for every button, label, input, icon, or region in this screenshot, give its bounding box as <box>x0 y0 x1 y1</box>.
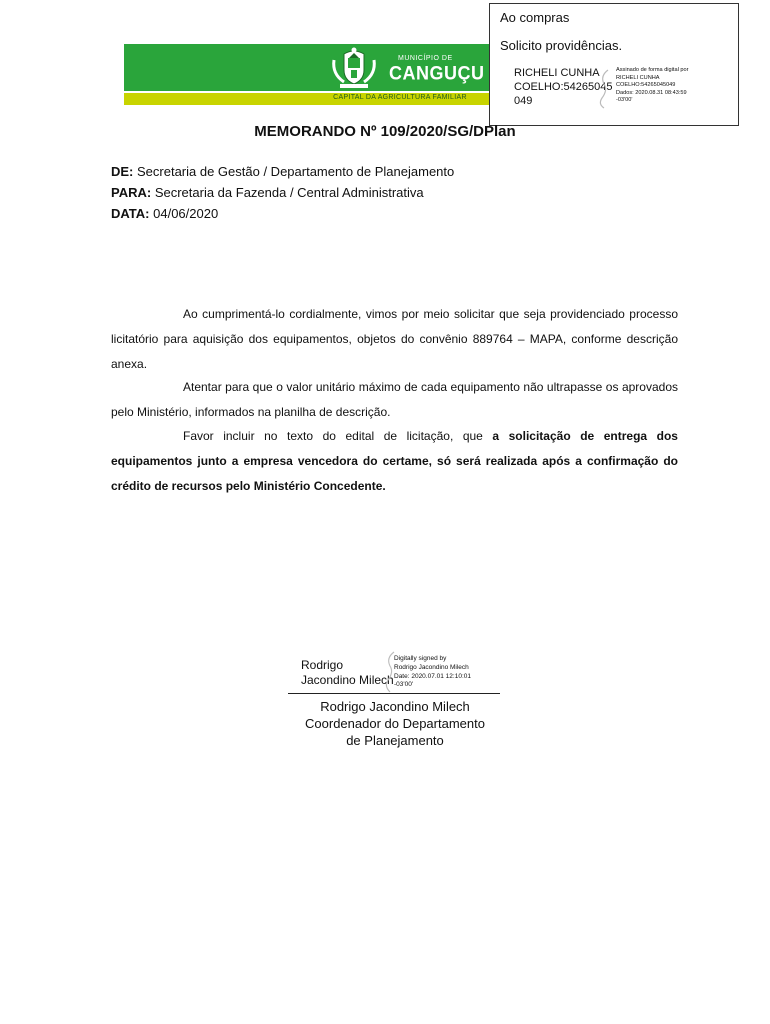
memo-to-value: Secretaria da Fazenda / Central Administrativa <box>151 185 424 200</box>
dispatch-stamp <box>489 3 739 126</box>
body-paragraph-3-emphasis: a solicitação de entrega dos equipamentos junto a empresa vencedora do certame, só será realizada após a confirmação do crédito de recursos pelo Ministério Concedente. <box>111 429 678 493</box>
stamp-line-1: Ao compras <box>500 10 570 25</box>
body-paragraph-2-text: Atentar para que o valor unitário máximo de cada equipamento não ultrapasse os aprovados pelo Ministério, informados na planilha de descrição. <box>111 380 678 419</box>
memo-date-line <box>111 206 218 221</box>
municipality-label: MUNICÍPIO DE <box>398 55 453 62</box>
memo-from-label: DE: <box>111 164 134 179</box>
memo-to-label: PARA: <box>111 185 152 200</box>
municipal-crest-icon <box>330 46 378 90</box>
body-paragraph-3-text: Favor incluir no texto do edital de licitação, que <box>183 429 493 443</box>
memo-date-label: DATA: <box>111 206 150 221</box>
memo-from-line <box>111 164 454 179</box>
body-paragraph-1-text: Ao cumprimentá-lo cordialmente, vimos por meio solicitar que seja providenciado processo licitatório para aquisição dos equipamentos, objetos do convênio 889764 – MAPA, conforme descrição anexa. <box>111 307 678 371</box>
signatory-role-line-1: Coordenador do Departamento <box>305 716 485 731</box>
digital-signer-name: Rodrigo Jacondino Milech <box>301 658 394 687</box>
memo-date-value: 04/06/2020 <box>149 206 219 221</box>
digital-signature-meta: Digitally signed by Rodrigo Jacondino Milech Date: 2020.07.01 12:10:01 -03'00' <box>394 655 471 689</box>
body-paragraph-1 <box>111 302 678 377</box>
body-paragraph-2 <box>111 375 678 425</box>
signatory-block <box>255 698 535 749</box>
stamp-line-2: Solicito providências. <box>500 38 623 53</box>
memo-from-value: Secretaria de Gestão / Departamento de Planejamento <box>133 164 455 179</box>
signatory-role-line-2: de Planejamento <box>346 733 444 748</box>
stamp-signer: RICHELI CUNHA COELHO:54265045 049 <box>514 67 613 107</box>
stamp-digital-signature-meta: Assinado de forma digital por RICHELI CUNHA COELHO:54265045049 Dados: 2020.08.31 08:43:59 -03'00' <box>616 67 689 104</box>
signature-flourish-icon <box>594 68 618 112</box>
city-name: CANGUÇU <box>389 61 485 84</box>
signature-line <box>288 693 500 694</box>
signatory-name: Rodrigo Jacondino Milech <box>320 699 470 714</box>
memo-to-line <box>111 185 424 200</box>
body-paragraph-3 <box>111 424 678 499</box>
banner-slogan: CAPITAL DA AGRICULTURA FAMILIAR <box>333 94 467 101</box>
memo-title: MEMORANDO Nº 109/2020/SG/DPlan <box>254 123 516 140</box>
